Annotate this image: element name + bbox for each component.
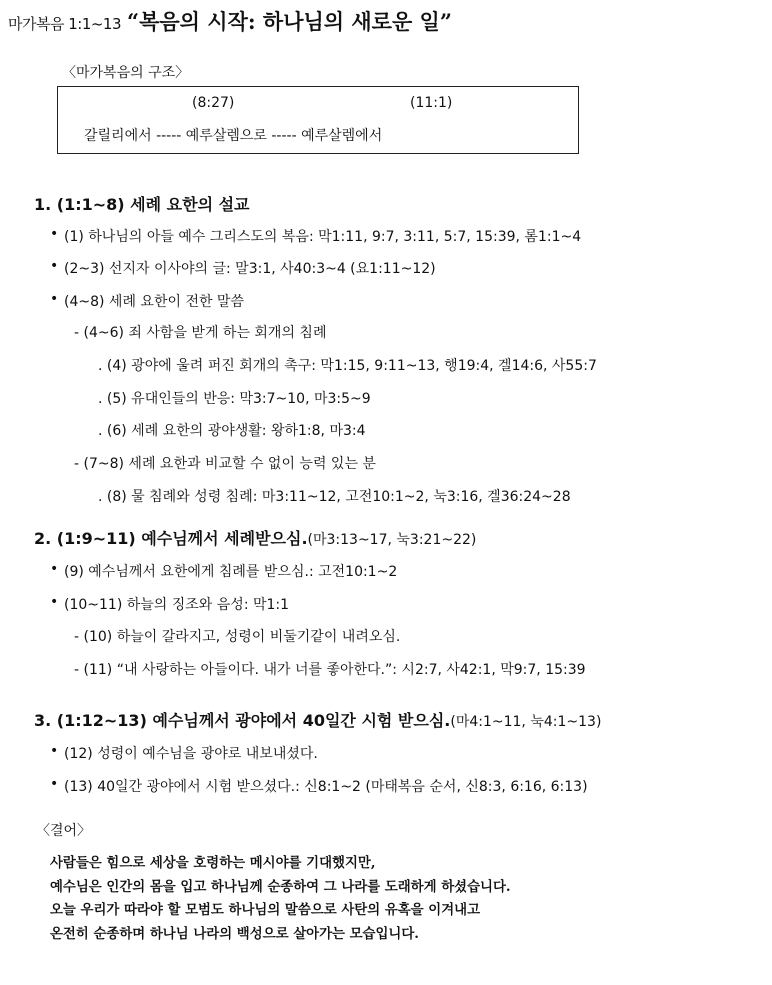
list-detail: . (5) 유대인들의 반응: 막3:7~10, 마3:5~9: [98, 391, 371, 407]
structure-box: [57, 86, 579, 154]
section-1-heading: 1. (1:1~8) 세례 요한의 설교: [34, 195, 250, 214]
list-item: • (10~11) 하늘의 징조와 음성: 막1:1: [64, 594, 289, 614]
conclusion-line: 예수님은 인간의 몸을 입고 하나님께 순종하여 그 나라를 도래하게 하셨습니다.: [50, 878, 511, 895]
sermon-title: “복음의 시작: 하나님의 새로운 일”: [127, 9, 452, 34]
list-item: • (4~8) 세례 요한이 전한 말씀: [64, 291, 244, 311]
structure-route: 갈릴리에서 ----- 예루살렘으로 ----- 예루살렘에서: [84, 128, 383, 144]
list-item: • (12) 성령이 예수님을 광야로 내보내셨다.: [64, 743, 318, 763]
list-item: • (2~3) 선지자 이사야의 글: 말3:1, 사40:3~4 (요1:11~12): [64, 258, 436, 278]
page-title: [8, 6, 452, 36]
list-item: • (1) 하나님의 아들 예수 그리스도의 복음: 막1:11, 9:7, 3:11, 5:7, 15:39, 롬1:1~4: [64, 226, 581, 246]
conclusion-line: 사람들은 힘으로 세상을 호령하는 메시야를 기대했지만,: [50, 855, 376, 871]
conclusion-line: 오늘 우리가 따라야 할 모범도 하나님의 말씀으로 사탄의 유혹을 이겨내고: [50, 902, 481, 918]
conclusion-text: [50, 852, 511, 946]
section-2-refs: (마3:13~17, 눅3:21~22): [307, 532, 477, 548]
section-3-title: [34, 708, 601, 731]
list-subitem: - (10) 하늘이 갈라지고, 성령이 비둘기같이 내려오심.: [74, 629, 401, 645]
list-item: • (13) 40일간 광야에서 시험 받으셨다.: 신8:1~2 (마태복음 순서, 신8:3, 6:16, 6:13): [64, 776, 588, 796]
list-subitem: - (4~6) 죄 사함을 받게 하는 회개의 침례: [74, 325, 327, 341]
scripture-reference: 마가복음 1:1~13: [8, 15, 122, 33]
list-item: • (9) 예수님께서 요한에게 침례를 받으심.: 고전10:1~2: [64, 561, 397, 581]
structure-marker-2: (11:1): [410, 95, 453, 111]
list-subitem: - (11) “내 사랑하는 아들이다. 내가 너를 좋아한다.”: 시2:7, 사42:1, 막9:7, 15:39: [74, 662, 586, 678]
list-detail: . (6) 세례 요한의 광야생활: 왕하1:8, 마3:4: [98, 423, 366, 439]
list-subitem: - (7~8) 세례 요한과 비교할 수 없이 능력 있는 분: [74, 456, 376, 472]
structure-marker-1: (8:27): [192, 95, 235, 111]
list-detail: . (8) 물 침례와 성령 침례: 마3:11~12, 고전10:1~2, 눅3:16, 겔36:24~28: [98, 489, 571, 505]
section-3-refs: (마4:1~11, 눅4:1~13): [450, 714, 602, 730]
section-2-title: [34, 526, 476, 549]
section-1-title: [34, 192, 250, 215]
structure-label: 〈마가복음의 구조〉: [62, 65, 190, 81]
list-detail: . (4) 광야에 울려 퍼진 회개의 촉구: 막1:15, 9:11~13, 행19:4, 겔14:6, 사55:7: [98, 358, 597, 374]
section-3-heading: 3. (1:12~13) 예수님께서 광야에서 40일간 시험 받으심.: [34, 711, 451, 730]
section-2-heading: 2. (1:9~11) 예수님께서 세례받으심.: [34, 529, 308, 548]
conclusion-label: 〈결어〉: [36, 823, 92, 839]
conclusion-line: 온전히 순종하며 하나님 나라의 백성으로 살아가는 모습입니다.: [50, 925, 419, 942]
